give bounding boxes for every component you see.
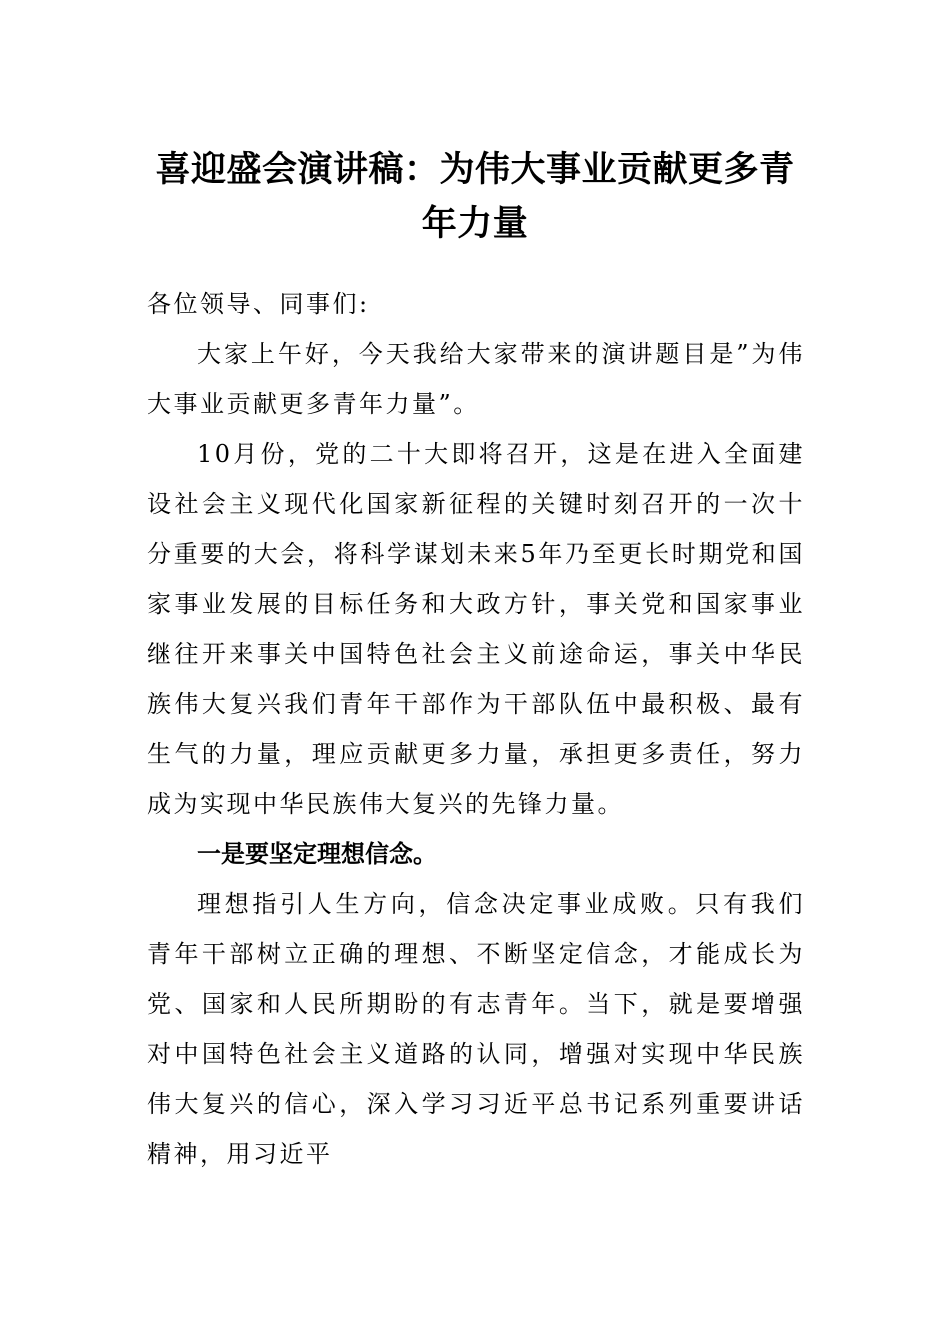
paragraph-congress: 10月份，党的二十大即将召开，这是在进入全面建设社会主义现代化国家新征程的关键时刻召开的一次十分重要的大会，将科学谋划未来5年乃至更长时期党和国家事业发展的目标任务和大政方针，事关党和国家事业继往开来事关中国特色社会主义前途命运，事关中华民族伟大复兴我们青年干部作为干部队伍中最积极、最有生气的力量，理应贡献更多力量，承担更多责任，努力成为实现中华民族伟大复兴的先锋力量。 (147, 440, 805, 818)
document-title: 喜迎盛会演讲稿：为伟大事业贡献更多青年力量 (155, 150, 795, 244)
greeting: 各位领导、同事们: (147, 290, 370, 318)
paragraph-opening: 大家上午好，今天我给大家带来的演讲题目是”为伟大事业贡献更多青年力量”。 (147, 340, 805, 418)
section-heading: 一是要坚定理想信念。 (197, 840, 437, 868)
paragraph-ideals: 理想指引人生方向，信念决定事业成败。只有我们青年干部树立正确的理想、不断坚定信念，才能成长为党、国家和人民所期盼的有志青年。当下，就是要增强对中国特色社会主义道路的认同，增强对实现中华民族伟大复兴的信心，深入学习习近平总书记系列重要讲话精神，用习近平 (147, 890, 805, 1168)
document-body (147, 279, 805, 1179)
